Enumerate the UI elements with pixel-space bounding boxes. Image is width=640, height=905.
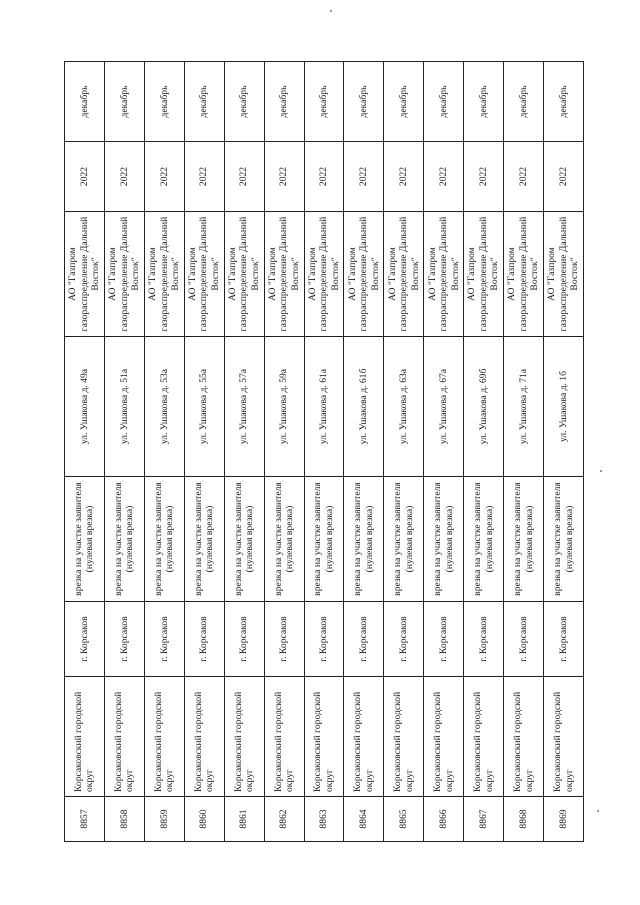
work-type-cell: врезка на участке заявителя (нулевая врезка) <box>65 477 105 602</box>
locality-cell: г. Корсаков <box>424 602 464 677</box>
municipality-cell: Корсаковский городской округ <box>504 677 544 797</box>
month-cell: декабрь <box>544 62 584 142</box>
year-cell: 2022 <box>464 142 504 212</box>
municipality-cell: Корсаковский городской округ <box>544 677 584 797</box>
work-type-cell: врезка на участке заявителя (нулевая врезка) <box>344 477 384 602</box>
municipality-cell: Корсаковский городской округ <box>384 677 424 797</box>
month-cell: декабрь <box>144 62 184 142</box>
table-row <box>344 62 384 842</box>
table-row <box>424 62 464 842</box>
work-type-cell: врезка на участке заявителя (нулевая врезка) <box>144 477 184 602</box>
address-cell: ул. Ушакова д. 57а <box>224 337 264 477</box>
table-row <box>264 62 304 842</box>
row-number-cell: 8867 <box>464 797 504 842</box>
locality-cell: г. Корсаков <box>464 602 504 677</box>
work-type-cell: врезка на участке заявителя (нулевая врезка) <box>184 477 224 602</box>
table-row <box>224 62 264 842</box>
row-number-cell: 8857 <box>65 797 105 842</box>
work-type-cell: врезка на участке заявителя (нулевая врезка) <box>384 477 424 602</box>
month-cell: декабрь <box>504 62 544 142</box>
address-cell: ул. Ушакова д. 61б <box>344 337 384 477</box>
municipality-cell: Корсаковский городской округ <box>104 677 144 797</box>
locality-cell: г. Корсаков <box>144 602 184 677</box>
table-row <box>184 62 224 842</box>
month-cell: декабрь <box>104 62 144 142</box>
organization-cell: АО "Газпром газораспределение Дальний Восток" <box>384 212 424 337</box>
organization-cell: АО "Газпром газораспределение Дальний Восток" <box>184 212 224 337</box>
month-cell: декабрь <box>224 62 264 142</box>
address-cell: ул. Ушакова д. 71а <box>504 337 544 477</box>
table-row <box>65 62 105 842</box>
month-cell: декабрь <box>304 62 344 142</box>
address-cell: ул. Ушакова д. 59а <box>264 337 304 477</box>
organization-cell: АО "Газпром газораспределение Дальний Восток" <box>424 212 464 337</box>
month-cell: декабрь <box>464 62 504 142</box>
organization-cell: АО "Газпром газораспределение Дальний Восток" <box>65 212 105 337</box>
work-type-cell: врезка на участке заявителя (нулевая врезка) <box>264 477 304 602</box>
municipality-cell: Корсаковский городской округ <box>344 677 384 797</box>
municipality-cell: Корсаковский городской округ <box>144 677 184 797</box>
year-cell: 2022 <box>264 142 304 212</box>
year-cell: 2022 <box>504 142 544 212</box>
municipality-cell: Корсаковский городской округ <box>65 677 105 797</box>
locality-cell: г. Корсаков <box>344 602 384 677</box>
municipality-cell: Корсаковский городской округ <box>424 677 464 797</box>
organization-cell: АО "Газпром газораспределение Дальний Восток" <box>264 212 304 337</box>
municipality-cell: Корсаковский городской округ <box>184 677 224 797</box>
year-cell: 2022 <box>544 142 584 212</box>
row-number-cell: 8866 <box>424 797 464 842</box>
row-number-cell: 8863 <box>304 797 344 842</box>
work-type-cell: врезка на участке заявителя (нулевая врезка) <box>304 477 344 602</box>
year-cell: 2022 <box>224 142 264 212</box>
locality-cell: г. Корсаков <box>304 602 344 677</box>
locality-cell: г. Корсаков <box>384 602 424 677</box>
address-cell: ул. Ушакова д. 53а <box>144 337 184 477</box>
table-row <box>104 62 144 842</box>
address-cell: ул. Ушакова д. 55а <box>184 337 224 477</box>
address-cell: ул. Ушакова д. 63а <box>384 337 424 477</box>
municipality-cell: Корсаковский городской округ <box>464 677 504 797</box>
year-cell: 2022 <box>184 142 224 212</box>
row-number-cell: 8860 <box>184 797 224 842</box>
work-type-cell: врезка на участке заявителя (нулевая врезка) <box>424 477 464 602</box>
municipality-cell: Корсаковский городской округ <box>224 677 264 797</box>
organization-cell: АО "Газпром газораспределение Дальний Восток" <box>224 212 264 337</box>
scan-speck <box>597 810 599 812</box>
row-number-cell: 8858 <box>104 797 144 842</box>
year-cell: 2022 <box>424 142 464 212</box>
table-row <box>464 62 504 842</box>
month-cell: декабрь <box>424 62 464 142</box>
locality-cell: г. Корсаков <box>65 602 105 677</box>
organization-cell: АО "Газпром газораспределение Дальний Восток" <box>464 212 504 337</box>
month-cell: декабрь <box>344 62 384 142</box>
municipality-cell: Корсаковский городской округ <box>264 677 304 797</box>
address-cell: ул. Ушакова д. 1б <box>544 337 584 477</box>
gasification-table <box>64 61 584 842</box>
year-cell: 2022 <box>384 142 424 212</box>
row-number-cell: 8859 <box>144 797 184 842</box>
table-row <box>144 62 184 842</box>
municipality-cell: Корсаковский городской округ <box>304 677 344 797</box>
address-cell: ул. Ушакова д. 69б <box>464 337 504 477</box>
locality-cell: г. Корсаков <box>264 602 304 677</box>
address-cell: ул. Ушакова д. 51а <box>104 337 144 477</box>
row-number-cell: 8862 <box>264 797 304 842</box>
table-row <box>504 62 544 842</box>
month-cell: декабрь <box>384 62 424 142</box>
organization-cell: АО "Газпром газораспределение Дальний Восток" <box>544 212 584 337</box>
work-type-cell: врезка на участке заявителя (нулевая врезка) <box>464 477 504 602</box>
year-cell: 2022 <box>65 142 105 212</box>
row-number-cell: 8864 <box>344 797 384 842</box>
table-row <box>384 62 424 842</box>
year-cell: 2022 <box>104 142 144 212</box>
address-cell: ул. Ушакова д. 49а <box>65 337 105 477</box>
row-number-cell: 8869 <box>544 797 584 842</box>
scan-speck <box>330 10 332 12</box>
address-cell: ул. Ушакова д. 67а <box>424 337 464 477</box>
row-number-cell: 8865 <box>384 797 424 842</box>
locality-cell: г. Корсаков <box>224 602 264 677</box>
year-cell: 2022 <box>144 142 184 212</box>
month-cell: декабрь <box>264 62 304 142</box>
year-cell: 2022 <box>344 142 384 212</box>
rotated-page <box>64 62 584 842</box>
table-row <box>304 62 344 842</box>
locality-cell: г. Корсаков <box>104 602 144 677</box>
work-type-cell: врезка на участке заявителя (нулевая врезка) <box>104 477 144 602</box>
month-cell: декабрь <box>184 62 224 142</box>
organization-cell: АО "Газпром газораспределение Дальний Восток" <box>504 212 544 337</box>
address-cell: ул. Ушакова д. 61а <box>304 337 344 477</box>
organization-cell: АО "Газпром газораспределение Дальний Восток" <box>144 212 184 337</box>
scan-speck <box>600 470 602 472</box>
locality-cell: г. Корсаков <box>184 602 224 677</box>
work-type-cell: врезка на участке заявителя (нулевая врезка) <box>544 477 584 602</box>
table-row <box>544 62 584 842</box>
organization-cell: АО "Газпром газораспределение Дальний Восток" <box>304 212 344 337</box>
organization-cell: АО "Газпром газораспределение Дальний Восток" <box>344 212 384 337</box>
table-body <box>65 62 584 842</box>
work-type-cell: врезка на участке заявителя (нулевая врезка) <box>504 477 544 602</box>
year-cell: 2022 <box>304 142 344 212</box>
locality-cell: г. Корсаков <box>504 602 544 677</box>
row-number-cell: 8861 <box>224 797 264 842</box>
row-number-cell: 8868 <box>504 797 544 842</box>
locality-cell: г. Корсаков <box>544 602 584 677</box>
work-type-cell: врезка на участке заявителя (нулевая врезка) <box>224 477 264 602</box>
organization-cell: АО "Газпром газораспределение Дальний Восток" <box>104 212 144 337</box>
month-cell: декабрь <box>65 62 105 142</box>
